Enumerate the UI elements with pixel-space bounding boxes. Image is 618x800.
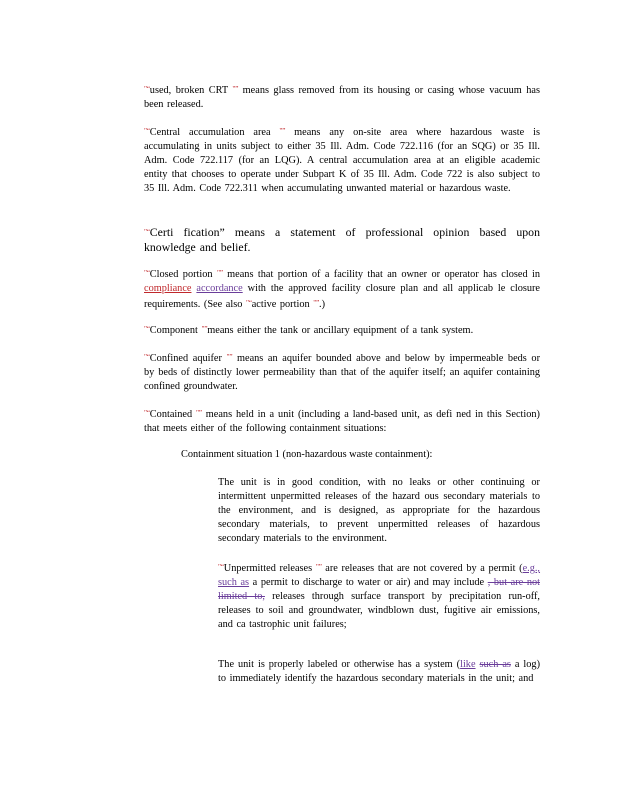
change-marker: "“ [144, 84, 150, 93]
definition-text: means that portion of a facility that an owner or operator has closed in [227, 269, 540, 280]
definition-contained [144, 406, 540, 436]
containment-situation-heading: Containment situation 1 (non-hazardous waste containment): [181, 449, 433, 460]
containment-item-good-condition: The unit is in good condition, with no leaks or other continuing or intermittent unpermitted releases of the hazard ous secondary materials to the environment, and is designed, as appropriate for the hazardous secondary materials, to prevent unpermitted releases of hazardous secondary materials to the environment. [218, 477, 540, 544]
change-marker: "” [279, 126, 286, 135]
item-text: a log) to immediately identify the hazardous secondary materials in the unit; and [218, 659, 541, 684]
cross-reference-term: active portion [251, 299, 310, 310]
defined-term: Contained [149, 409, 193, 420]
change-marker: "“ [144, 268, 150, 277]
definition-certification [144, 224, 540, 255]
change-marker: "“ [144, 408, 150, 417]
change-marker: "“ [245, 298, 252, 307]
definition-text: releases through surface transport by precipitation run-off, releases to soil and groundwater, windblown dust, fugitive air emissions, and ca tastrophic unit failures; [218, 591, 540, 630]
defined-term: Unpermitted releases [223, 563, 313, 574]
definition-text: .) [319, 299, 326, 310]
change-marker: "” [201, 324, 208, 333]
definition-unpermitted-releases [218, 560, 540, 632]
inserted-text: compliance [144, 283, 192, 294]
defined-term: Component [149, 325, 198, 336]
change-marker: "“ [144, 126, 150, 135]
deleted-text: such as [479, 659, 511, 670]
defined-term: Confined aquifer [149, 353, 222, 364]
definition-text: means glass removed from its housing or casing whose vacuum has been released. [144, 85, 540, 110]
change-marker: "” [315, 562, 322, 571]
definition-text: a permit to discharge to water or air) and may include [252, 577, 485, 588]
change-marker: "” [226, 352, 233, 361]
change-marker: "“ [144, 324, 150, 333]
definition-text: means any on-site area where hazardous waste is accumulating in units subject to either 35 Ill. Adm. Code 722.116 (for an SQG) or 35 Ill. Adm. Code 722.117 (for an LQG). A central accumulation area at an eligible academic entity that chooses to operate under Subpart K of 35 Ill. Adm. Code 722 is also subject to 35 Ill. Adm. Code 722.311 when accumulating unwanted material or hazardous waste. [144, 127, 540, 194]
defined-term: Certi fication [149, 225, 220, 239]
change-marker: "” [216, 268, 223, 277]
defined-term: Closed portion [149, 269, 213, 280]
definition-text: are releases that are not covered by a permit ( [325, 563, 523, 574]
definition-text: ” means a statement of professional opinion based upon knowledge and belief. [144, 225, 540, 254]
defined-term: used, broken CRT [149, 85, 228, 96]
defined-term: Central accumulation area [149, 127, 271, 138]
change-marker: "” [196, 408, 202, 417]
change-marker: "” [313, 298, 320, 307]
deleted-text: , but are not limited to, [218, 577, 540, 602]
inserted-text: e.g., such as [218, 563, 541, 588]
definition-text: means an aquifer bounded above and below by impermeable beds or by beds of distinctly lower permeability than that of the aquifer itself; an aquifer containing confined groundwater. [144, 353, 541, 392]
definition-crushed-crt [144, 82, 540, 112]
change-marker: "“ [144, 227, 150, 236]
definition-component [144, 322, 540, 338]
inserted-text: accordance [196, 283, 243, 294]
definition-text: with the approved facility closure plan and all applicab le closure requirements. (See also [144, 283, 540, 310]
definition-text: means either the tank or ancillary equipment of a tank system. [207, 325, 474, 336]
item-text: The unit is properly labeled or otherwise has a system ( [218, 659, 461, 670]
containment-item-labeled [218, 658, 540, 686]
change-marker: "” [232, 84, 239, 93]
definition-closed-portion [144, 266, 540, 312]
inserted-text: like [460, 659, 476, 670]
change-marker: "“ [144, 352, 150, 361]
definition-confined-aquifer [144, 350, 540, 394]
definition-central-accumulation-area [144, 124, 540, 196]
definition-text: means held in a unit (including a land-based unit, as defi ned in this Section) that meets either of the following containment situations: [144, 409, 540, 434]
change-marker: "“ [218, 562, 224, 571]
